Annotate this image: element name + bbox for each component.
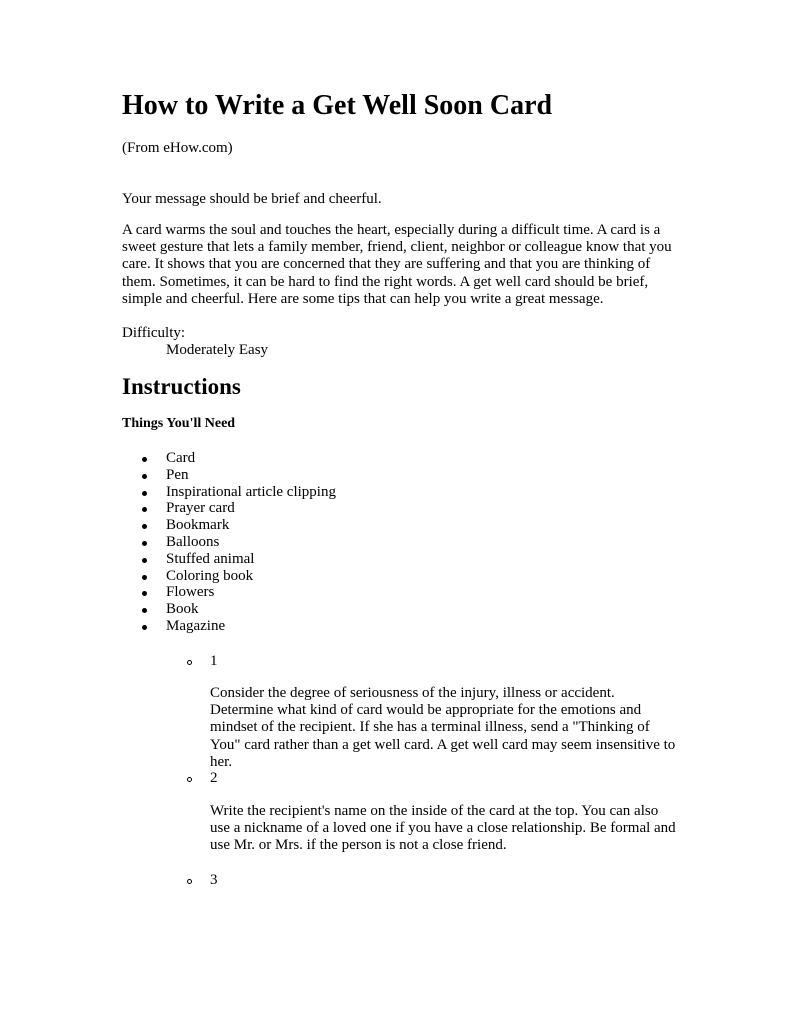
list-item-label: Magazine [166, 617, 226, 634]
list-item-label: Flowers [166, 584, 215, 601]
bullet-icon [142, 507, 147, 512]
step-text: Consider the degree of seriousness of the injury, illness or accident. Determine what kind of card would be appropriate for the emotions and mindset of the recipient. If she has a terminal illness, send a "Thinking of You" card rather than a get well card. A get well card may seem insensitive to her. [210, 685, 676, 770]
circle-bullet-icon [187, 879, 192, 884]
list-item-label: Balloons [166, 533, 220, 550]
intro-paragraph: A card warms the soul and touches the heart, especially during a difficult time. A card is a sweet gesture that lets a family member, friend, client, neighbor or colleague know that you care. It shows that you are concerned that they are suffering and that you are thinking of them. Sometimes, it can be hard to find the right words. A get well card should be brief, simple and cheerful. Here are some tips that can help you write a great message. [122, 222, 672, 307]
list-item [122, 551, 336, 568]
list-item-label: Book [166, 601, 199, 618]
step-number: 2 [210, 770, 218, 786]
bullet-icon [142, 541, 147, 546]
bullet-icon [142, 575, 147, 580]
list-item [122, 467, 336, 484]
bullet-icon [142, 491, 147, 496]
things-needed-list [122, 450, 336, 635]
bullet-icon [142, 591, 147, 596]
list-item [122, 484, 336, 501]
step-number: 3 [210, 872, 218, 888]
bullet-icon [142, 608, 147, 613]
list-item [122, 500, 336, 517]
list-item [122, 534, 336, 551]
things-needed-heading: Things You'll Need [122, 416, 236, 431]
source-attribution: (From eHow.com) [122, 140, 233, 156]
circle-bullet-icon [187, 660, 192, 665]
list-item-label: Bookmark [166, 517, 230, 534]
difficulty-value: Moderately Easy [166, 342, 269, 358]
instructions-heading: Instructions [122, 374, 241, 399]
list-item [122, 584, 336, 601]
difficulty-label: Difficulty: [122, 325, 186, 341]
list-item [122, 618, 336, 635]
list-item [122, 517, 336, 534]
list-item [122, 568, 336, 585]
page-title: How to Write a Get Well Soon Card [122, 90, 553, 121]
list-item [122, 601, 336, 618]
bullet-icon [142, 558, 147, 563]
step-number: 1 [210, 653, 218, 669]
list-item-label: Pen [166, 466, 189, 483]
bullet-icon [142, 474, 147, 479]
step-text: Write the recipient's name on the inside of the card at the top. You can also use a nickname of a loved one if you have a close relationship. Be formal and use Mr. or Mrs. if the person is not a close friend. [210, 803, 676, 854]
bullet-icon [142, 524, 147, 529]
list-item [122, 450, 336, 467]
list-item-label: Prayer card [166, 500, 235, 517]
list-item-label: Inspirational article clipping [166, 483, 336, 500]
list-item-label: Stuffed animal [166, 550, 255, 567]
bullet-icon [142, 457, 147, 462]
list-item-label: Card [166, 450, 196, 466]
lead-sentence: Your message should be brief and cheerful. [122, 191, 382, 207]
bullet-icon [142, 625, 147, 630]
list-item-label: Coloring book [166, 567, 254, 584]
circle-bullet-icon [187, 777, 192, 782]
